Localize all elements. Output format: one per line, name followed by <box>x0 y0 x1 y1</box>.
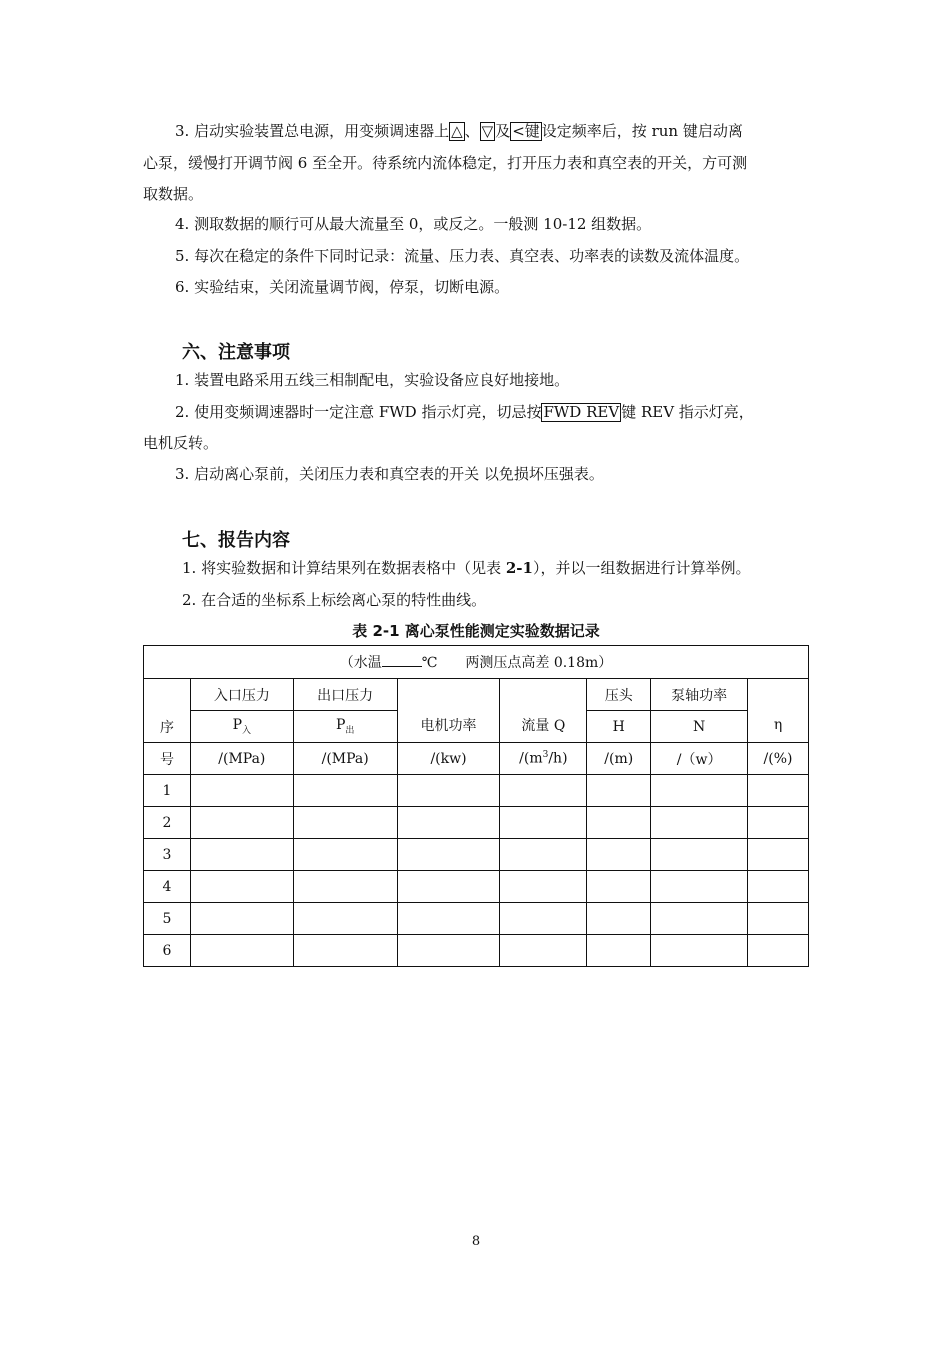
step-3-text-a: 3. 启动实验装置总电源，用变频调速器上 <box>175 122 450 140</box>
header-motor-title <box>397 679 500 743</box>
unit-eta: /(%) <box>748 743 809 775</box>
cell-shaft[interactable] <box>651 839 748 871</box>
report-1-table-ref: 2-1 <box>505 559 533 577</box>
note-2-text-a: 2. 使用变频调速器时一定注意 FWD 指示灯亮，切忌按 <box>175 403 542 421</box>
unit-pout: /(MPa) <box>293 743 397 775</box>
header-eta-label: η <box>773 716 783 733</box>
data-table <box>143 645 809 967</box>
cell-head[interactable] <box>587 807 651 839</box>
cell-pin[interactable] <box>190 807 293 839</box>
cell-head[interactable] <box>587 935 651 967</box>
cell-flow[interactable] <box>500 871 587 903</box>
header-flow-label: 流量 Q <box>521 717 566 734</box>
cell-shaft[interactable] <box>651 935 748 967</box>
cell-eta[interactable] <box>748 903 809 935</box>
cell-motor[interactable] <box>397 807 500 839</box>
header-pout-title: 出口压力 <box>293 679 397 711</box>
cell-pin[interactable] <box>190 775 293 807</box>
pin-symbol: P <box>232 717 243 734</box>
pout-subscript: 出 <box>345 725 355 736</box>
header-units-row <box>144 743 809 775</box>
cell-motor[interactable] <box>397 903 500 935</box>
header-seq-2: 号 <box>144 743 191 775</box>
report-1 <box>182 558 750 578</box>
cell-head[interactable] <box>587 839 651 871</box>
cell-shaft[interactable] <box>651 775 748 807</box>
header-pin-symbol <box>190 711 293 743</box>
row-index: 4 <box>144 871 191 903</box>
cell-eta[interactable] <box>748 935 809 967</box>
header-head-title: 压头 <box>587 679 651 711</box>
cell-eta[interactable] <box>748 807 809 839</box>
cell-flow[interactable] <box>500 839 587 871</box>
step-5: 5. 每次在稳定的条件下同时记录：流量、压力表、真空表、功率表的读数及流体温度。 <box>175 247 750 265</box>
report-1-text-b: ），并以一组数据进行计算举例。 <box>532 559 751 577</box>
cell-pout[interactable] <box>293 935 397 967</box>
header-flow-title <box>500 679 587 743</box>
header-row-1 <box>144 679 809 711</box>
cell-motor[interactable] <box>397 935 500 967</box>
table-row <box>144 935 809 967</box>
cell-head[interactable] <box>587 871 651 903</box>
table-note <box>144 646 809 679</box>
cell-pin[interactable] <box>190 839 293 871</box>
cell-shaft[interactable] <box>651 871 748 903</box>
key-up-box: △ <box>451 122 463 140</box>
fwd-rev-key-box: FWD REV <box>543 403 620 421</box>
cell-pout[interactable] <box>293 839 397 871</box>
cell-pin[interactable] <box>190 935 293 967</box>
section-7-heading: 七、报告内容 <box>182 530 290 551</box>
page-number: 8 <box>471 1234 481 1249</box>
header-motor-label: 电机功率 <box>420 717 477 734</box>
unit-flow <box>500 743 587 775</box>
header-eta-title <box>748 679 809 743</box>
note-2-line-1 <box>175 402 754 422</box>
cell-head[interactable] <box>587 903 651 935</box>
unit-pin: /(MPa) <box>190 743 293 775</box>
cell-shaft[interactable] <box>651 903 748 935</box>
cell-pin[interactable] <box>190 871 293 903</box>
row-index: 1 <box>144 775 191 807</box>
header-head-symbol: H <box>587 711 651 743</box>
table-caption: 表 2-1 离心泵性能测定实验数据记录 <box>352 622 600 640</box>
section-6-heading: 六、注意事项 <box>182 342 290 363</box>
key-down-box: ▽ <box>481 122 494 140</box>
cell-flow[interactable] <box>500 935 587 967</box>
table-note-a: （水温 <box>339 655 382 671</box>
cell-pout[interactable] <box>293 775 397 807</box>
row-index: 6 <box>144 935 191 967</box>
step-6: 6. 实验结束，关闭流量调节阀，停泵，切断电源。 <box>175 278 510 296</box>
unit-motor: /(kw) <box>397 743 500 775</box>
row-index: 2 <box>144 807 191 839</box>
cell-pin[interactable] <box>190 903 293 935</box>
unit-flow-sup: 3 <box>542 750 549 761</box>
header-seq-1: 序 <box>159 719 174 736</box>
step-4: 4. 测取数据的顺行可从最大流量至 0，或反之。一般测 10-12 组数据。 <box>175 215 652 233</box>
table-row <box>144 807 809 839</box>
cell-flow[interactable] <box>500 903 587 935</box>
note-2-text-b: 键 REV 指示灯亮， <box>621 403 754 421</box>
separator-2: 及 <box>495 122 511 140</box>
unit-shaft: /（w） <box>651 743 748 775</box>
cell-head[interactable] <box>587 775 651 807</box>
report-1-text-a: 1. 将实验数据和计算结果列在数据表格中（见表 <box>182 559 506 577</box>
cell-flow[interactable] <box>500 775 587 807</box>
cell-eta[interactable] <box>748 775 809 807</box>
unit-head: /(m) <box>587 743 651 775</box>
header-shaft-title: 泵轴功率 <box>651 679 748 711</box>
cell-pout[interactable] <box>293 871 397 903</box>
cell-pout[interactable] <box>293 903 397 935</box>
row-index: 5 <box>144 903 191 935</box>
table-note-row <box>144 646 809 679</box>
note-1: 1. 装置电路采用五线三相制配电，实验设备应良好地接地。 <box>175 371 570 389</box>
note-2-line-2: 电机反转。 <box>143 434 219 452</box>
table-note-b: ℃ 两测压点高差 0.18m） <box>421 655 613 671</box>
pin-subscript: 入 <box>242 725 252 736</box>
step-3-text-b: 设定频率后，按 run 键启动离 <box>541 122 743 140</box>
unit-flow-b: /h) <box>548 750 568 767</box>
key-left-box: <键 <box>512 122 540 140</box>
cell-motor[interactable] <box>397 775 500 807</box>
step-3-line-2: 心泵，缓慢打开调节阀 6 至全开。待系统内流体稳定，打开压力表和真空表的开关，方可测 <box>143 154 748 172</box>
step-3-line-3: 取数据。 <box>143 185 204 203</box>
header-pin-title: 入口压力 <box>190 679 293 711</box>
step-3-line-1 <box>175 121 743 141</box>
row-index: 3 <box>144 839 191 871</box>
cell-pout[interactable] <box>293 807 397 839</box>
cell-motor[interactable] <box>397 871 500 903</box>
cell-flow[interactable] <box>500 807 587 839</box>
cell-shaft[interactable] <box>651 807 748 839</box>
cell-motor[interactable] <box>397 839 500 871</box>
cell-eta[interactable] <box>748 871 809 903</box>
table-row <box>144 903 809 935</box>
water-temp-blank <box>382 652 422 667</box>
header-seq <box>144 679 191 743</box>
report-2: 2. 在合适的坐标系上标绘离心泵的特性曲线。 <box>182 591 487 609</box>
cell-eta[interactable] <box>748 839 809 871</box>
unit-flow-a: /(m <box>519 750 543 767</box>
note-3: 3. 启动离心泵前，关闭压力表和真空表的开关 以免损坏压强表。 <box>175 465 604 483</box>
table-row <box>144 871 809 903</box>
table-row <box>144 775 809 807</box>
pout-symbol: P <box>335 717 346 734</box>
header-pout-symbol <box>293 711 397 743</box>
table-row <box>144 839 809 871</box>
header-shaft-symbol: N <box>651 711 748 743</box>
separator-1: 、 <box>464 122 480 140</box>
